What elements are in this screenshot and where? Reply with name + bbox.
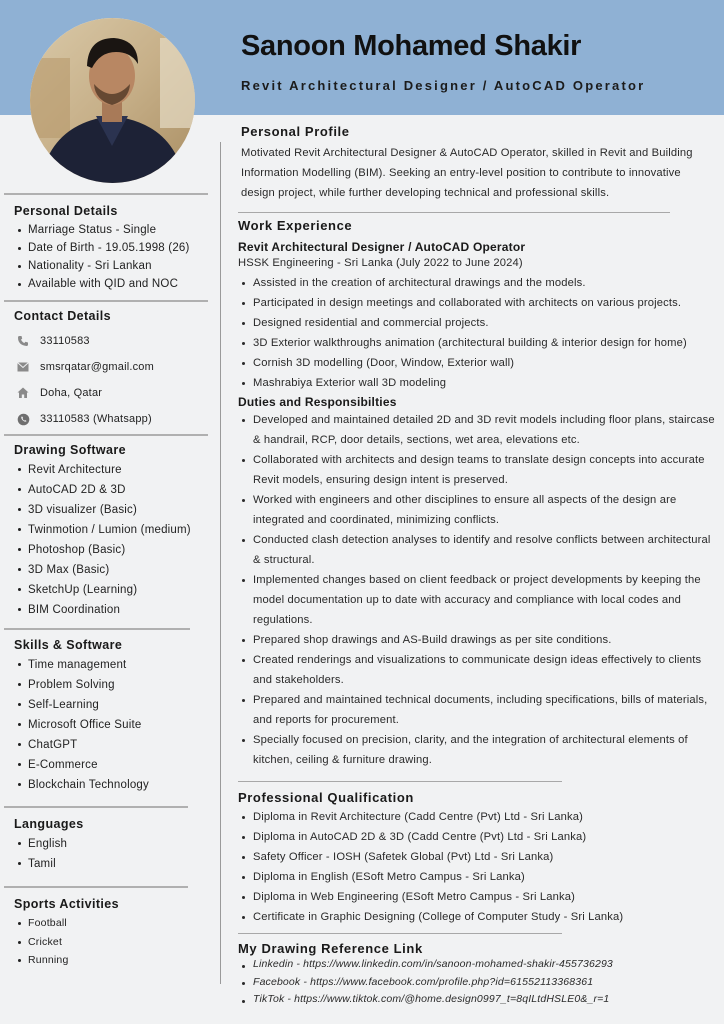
drawing-software-list [14, 460, 209, 620]
list-item: Safety Officer - IOSH (Safetek Global (Pvt) Ltd - Sri Lanka) [238, 847, 716, 867]
home-icon [16, 386, 30, 400]
left-divider [4, 434, 208, 436]
left-divider [4, 628, 190, 630]
list-item: Microsoft Office Suite [14, 715, 209, 735]
right-divider [238, 933, 562, 934]
list-item: BIM Coordination [14, 600, 209, 620]
links-section [238, 941, 716, 1009]
right-divider [238, 781, 562, 782]
list-item: Diploma in Revit Architecture (Cadd Centre (Pvt) Ltd - Sri Lanka) [238, 807, 716, 827]
work-section [238, 218, 716, 770]
right-divider [238, 212, 670, 213]
list-item: Specially focused on precision, clarity, and the integration of architectural elements of kitchen, ceiling & furniture drawing. [238, 730, 716, 770]
list-item: Available with QID and NOC [14, 275, 209, 293]
personal-details-list [14, 221, 209, 293]
list-item: Self-Learning [14, 695, 209, 715]
list-item: AutoCAD 2D & 3D [14, 480, 209, 500]
list-item: Diploma in Web Engineering (ESoft Metro Campus - Sri Lanka) [238, 887, 716, 907]
contact-phone[interactable] [14, 328, 209, 354]
contact-text: Doha, Qatar [40, 387, 103, 399]
list-item: Time management [14, 655, 209, 675]
list-item: Nationality - Sri Lankan [14, 257, 209, 275]
list-item: Blockchain Technology [14, 775, 209, 795]
list-item: Mashrabiya Exterior wall 3D modeling [238, 373, 716, 393]
list-item: Created renderings and visualizations to communicate design ideas effectively to clients and stakeholders. [238, 650, 716, 690]
list-item: Photoshop (Basic) [14, 540, 209, 560]
profile-photo [30, 18, 195, 183]
list-item: Marriage Status - Single [14, 221, 209, 239]
contact-text: 33110583 (Whatsapp) [40, 413, 152, 425]
list-item: Designed residential and commercial projects. [238, 313, 716, 333]
drawing-software-section [14, 443, 209, 620]
personal-details-section [14, 204, 209, 293]
list-item: Developed and maintained detailed 2D and 3D revit models including floor plans, staircase & handrail, RCP, door details, sections, wet area, elevations etc. [238, 410, 716, 450]
list-item: Tamil [14, 854, 209, 874]
contact-email[interactable] [14, 354, 209, 380]
section-heading: Personal Details [14, 204, 118, 218]
list-item: Cricket [14, 933, 209, 952]
list-item: Running [14, 951, 209, 970]
candidate-role: Revit Architectural Designer / AutoCAD Operator [241, 78, 646, 93]
list-item: Collaborated with architects and design teams to translate design concepts into accurate Revit models, ensuring design intent is preserved. [238, 450, 716, 490]
left-divider [4, 886, 188, 888]
skills-section [14, 638, 209, 795]
list-item: Diploma in AutoCAD 2D & 3D (Cadd Centre (Pvt) Ltd - Sri Lanka) [238, 827, 716, 847]
links-list [238, 956, 716, 1009]
list-item: English [14, 834, 209, 854]
section-heading: Professional Qualification [238, 790, 414, 805]
list-item: ChatGPT [14, 735, 209, 755]
contact-text: smsrqatar@gmail.com [40, 361, 154, 373]
section-heading: Skills & Software [14, 638, 123, 652]
column-divider [220, 142, 221, 984]
whatsapp-icon [16, 412, 30, 426]
candidate-name: Sanoon Mohamed Shakir [241, 30, 582, 62]
left-divider [4, 300, 208, 302]
list-item: 3D Max (Basic) [14, 560, 209, 580]
list-item: Football [14, 914, 209, 933]
phone-icon [16, 334, 30, 348]
company-line: HSSK Engineering - Sri Lanka (July 2022 to June 2024) [238, 257, 523, 269]
section-heading: My Drawing Reference Link [238, 941, 423, 956]
tiktok-link[interactable]: TikTok - https://www.tiktok.com/@home.design0997_t=8qILtdHSLE0&_r=1 [238, 991, 716, 1009]
list-item: 3D visualizer (Basic) [14, 500, 209, 520]
left-divider [4, 806, 188, 808]
section-heading: Languages [14, 817, 84, 831]
list-item: Implemented changes based on client feedback or project developments by keeping the model documentation up to date with accuracy and compliance with local codes and regulations. [238, 570, 716, 630]
contact-whatsapp[interactable] [14, 406, 209, 432]
list-item: Twinmotion / Lumion (medium) [14, 520, 209, 540]
list-item: Problem Solving [14, 675, 209, 695]
section-heading: Drawing Software [14, 443, 126, 457]
sports-list [14, 914, 209, 970]
list-item: 3D Exterior walkthroughs animation (architectural building & interior design for home) [238, 333, 716, 353]
skills-list [14, 655, 209, 795]
linkedin-link[interactable]: Linkedin - https://www.linkedin.com/in/sanoon-mohamed-shakir-455736293 [238, 956, 716, 974]
contact-address [14, 380, 209, 406]
left-divider [4, 193, 208, 195]
list-item: Assisted in the creation of architectural drawings and the models. [238, 273, 716, 293]
duties-list [238, 410, 716, 770]
list-item: E-Commerce [14, 755, 209, 775]
section-heading: Sports Activities [14, 897, 119, 911]
list-item: Prepared shop drawings and AS-Build drawings as per site conditions. [238, 630, 716, 650]
profile-text: Motivated Revit Architectural Designer & AutoCAD Operator, skilled in Revit and Building Information Modelling (BIM). Seeking an entry-level position to contribute to innovative design project, while further developing technical and professional skills. [241, 147, 693, 199]
list-item: Cornish 3D modelling (Door, Window, Exterior wall) [238, 353, 716, 373]
contact-text: 33110583 [40, 335, 90, 347]
facebook-link[interactable]: Facebook - https://www.facebook.com/profile.php?id=61552113368361 [238, 974, 716, 992]
qualification-section [238, 790, 716, 927]
list-item: Date of Birth - 19.05.1998 (26) [14, 239, 209, 257]
job-title: Revit Architectural Designer / AutoCAD Operator [238, 240, 526, 254]
qualification-list [238, 807, 716, 927]
duties-heading: Duties and Responsibilties [238, 395, 397, 409]
languages-section [14, 817, 209, 874]
list-item: Prepared and maintained technical documents, including specifications, bills of materials, and reports for procurement. [238, 690, 716, 730]
list-item: Conducted clash detection analyses to identify and resolve conflicts between architectural & structural. [238, 530, 716, 570]
work-list [238, 273, 716, 393]
mail-icon [16, 360, 30, 374]
section-heading: Contact Details [14, 309, 111, 323]
section-heading: Personal Profile [241, 124, 350, 139]
list-item: Worked with engineers and other disciplines to ensure all aspects of the design are integrated and coordinated, minimizing conflicts. [238, 490, 716, 530]
avatar [30, 18, 195, 183]
profile-section [241, 124, 717, 203]
list-item: Participated in design meetings and collaborated with architects on various projects. [238, 293, 716, 313]
list-item: SketchUp (Learning) [14, 580, 209, 600]
contact-details-section [14, 309, 209, 432]
languages-list [14, 834, 209, 874]
list-item: Revit Architecture [14, 460, 209, 480]
sports-section [14, 897, 209, 970]
list-item: Diploma in English (ESoft Metro Campus - Sri Lanka) [238, 867, 716, 887]
list-item: Certificate in Graphic Designing (College of Computer Study - Sri Lanka) [238, 907, 716, 927]
section-heading: Work Experience [238, 218, 353, 233]
